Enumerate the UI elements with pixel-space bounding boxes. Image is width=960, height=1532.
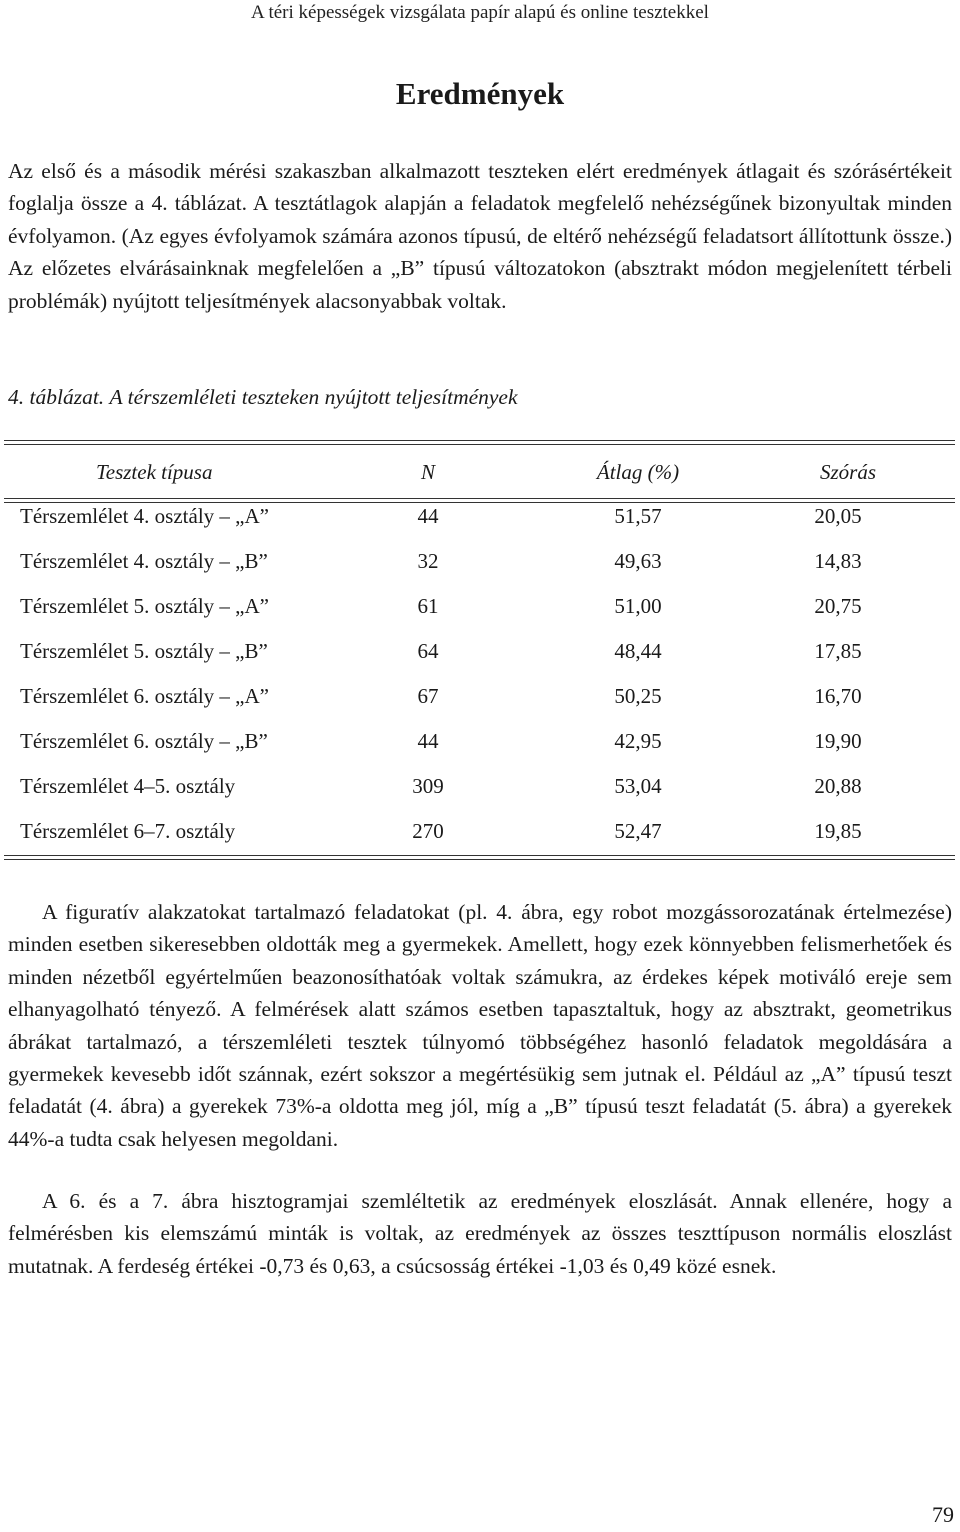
table-row — [0, 541, 960, 581]
section-title: Eredmények — [395, 76, 565, 111]
table-top-rule — [4, 440, 955, 445]
header-n: N — [420, 460, 435, 484]
table-caption-label: 4. táblázat. — [8, 385, 105, 409]
row-mean: 53,04 — [614, 774, 662, 798]
row-mean: 48,44 — [614, 639, 662, 663]
row-test-name: Térszemlélet 6. osztály – „B” — [20, 729, 268, 753]
header-sd: Szórás — [819, 460, 877, 484]
row-n: 44 — [417, 729, 439, 753]
paragraph-intro: Az első és a második mérési szakaszban alkalmazott teszteken elért eredmények átlagait és szórásértékeit foglalja össze a 4. táblázat. A tesztátlagok alapján a feladatok megfelelő nehézségűnek bizonyultak minden évfolyamon. (Az egyes évfolyamok számára azonos típusú, de eltérő nehézségű feladatsort állítottunk össze.) Az előzetes elvárásainknak megfelelően a „B” típusú változatokon (absztrakt módon megjelenített térbeli problémák) nyújtott teljesítmények alacsonyabbak voltak. — [8, 159, 952, 313]
row-mean: 50,25 — [614, 684, 662, 708]
page-number: 79 — [932, 1502, 954, 1527]
row-test-name: Térszemlélet 6. osztály – „A” — [20, 684, 269, 708]
table-row — [0, 631, 960, 671]
row-test-name: Térszemlélet 4. osztály – „A” — [20, 504, 269, 528]
table-row — [0, 676, 960, 716]
table-row — [0, 721, 960, 761]
row-n: 67 — [417, 684, 439, 708]
table-bottom-rule — [4, 855, 955, 860]
row-sd: 20,88 — [814, 774, 862, 798]
row-n: 44 — [417, 504, 439, 528]
row-n: 61 — [417, 594, 439, 618]
row-test-name: Térszemlélet 5. osztály – „A” — [20, 594, 269, 618]
row-mean: 52,47 — [614, 819, 662, 843]
row-mean: 42,95 — [614, 729, 662, 753]
header-mean: Átlag (%) — [596, 460, 680, 484]
table-row — [0, 766, 960, 806]
table-caption — [8, 381, 952, 413]
running-head: A téri képességek vizsgálata papír alapú és online tesztekkel — [251, 2, 709, 23]
paragraph-histograms: A 6. és a 7. ábra hisztogramjai szemléltetik az eredmények eloszlását. Annak ellenére, hogy a felmérésben kis elemszámú minták is voltak, az eredmények az összes teszttípuson normális eloszlást mutatnak. A ferdeség értékei -0,73 és 0,63, a csúcsosság értékei -1,03 és 0,49 közé esnek. — [8, 1189, 952, 1278]
row-sd: 19,90 — [814, 729, 862, 753]
row-mean: 49,63 — [614, 549, 662, 573]
table-header-row — [0, 452, 960, 492]
row-mean: 51,00 — [614, 594, 662, 618]
row-sd: 16,70 — [814, 684, 862, 708]
row-test-name: Térszemlélet 4–5. osztály — [20, 774, 236, 798]
row-test-name: Térszemlélet 6–7. osztály — [20, 819, 236, 843]
row-mean: 51,57 — [614, 504, 662, 528]
row-test-name: Térszemlélet 5. osztály – „B” — [20, 639, 268, 663]
table-row — [0, 586, 960, 626]
results-table — [0, 440, 960, 865]
row-sd: 14,83 — [814, 549, 862, 573]
row-test-name: Térszemlélet 4. osztály – „B” — [20, 549, 268, 573]
row-sd: 20,05 — [814, 504, 862, 528]
header-test-type: Tesztek típusa — [96, 460, 213, 484]
row-n: 64 — [417, 639, 439, 663]
row-sd: 19,85 — [814, 819, 862, 843]
row-n: 309 — [412, 774, 444, 798]
row-sd: 17,85 — [814, 639, 862, 663]
row-n: 270 — [412, 819, 444, 843]
paragraph-figurative: A figuratív alakzatokat tartalmazó feladatokat (pl. 4. ábra, egy robot mozgássorozatának értelmezése) minden esetben sikeresebben oldották meg a gyermekek. Amellett, hogy ezek könnyebben felismerhetőek és minden nézetből egyértelműen beazonosíthatóak voltak számukra, az érdekes képek motiváló ereje sem elhanyagolható tényező. A felmérések alatt számos esetben tapasztaltuk, hogy az absztrakt, geometrikus ábrákat tartalmazó, a térszemléleti tesztek túlnyomó többségéhez hasonló feladatok megoldására a gyermekek kevesebb időt szánnak, ezért sokszor a megértésükig sem jutnak el. Például az „A” típusú teszt feladatát (4. ábra) a gyerekek 73%-a oldotta meg jól, míg a „B” típusú teszt feladatát (5. ábra) a gyerekek 44%-a tudta csak helyesen megoldani. — [8, 900, 952, 1151]
row-sd: 20,75 — [814, 594, 862, 618]
table-caption-text: A térszemléleti teszteken nyújtott teljesítmények — [109, 385, 518, 409]
table-row — [0, 496, 960, 536]
table-row — [0, 811, 960, 851]
row-n: 32 — [417, 549, 439, 573]
